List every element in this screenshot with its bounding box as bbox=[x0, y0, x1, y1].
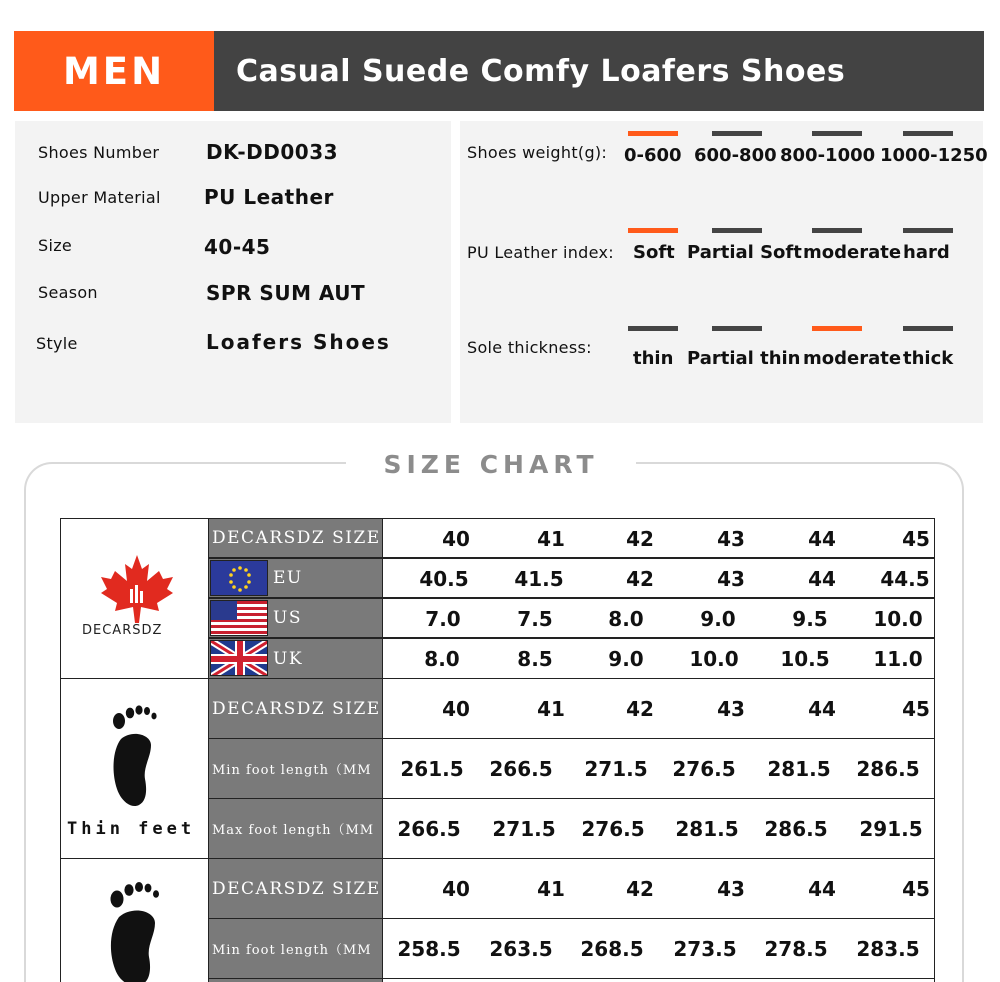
thin-max-length-label: Max foot length（MM bbox=[208, 798, 384, 859]
rating-bar-sole-0 bbox=[628, 326, 678, 331]
thin-max-cell: 276.5 bbox=[581, 817, 645, 841]
uk-label: UK bbox=[208, 638, 384, 679]
size-header-label: DECARSDZ SIZE bbox=[208, 518, 384, 558]
thin-min-cell: 281.5 bbox=[767, 757, 831, 781]
spec-panel bbox=[15, 121, 451, 423]
wide-size-cell: 42 bbox=[626, 877, 654, 901]
wide-size-cell: 43 bbox=[717, 877, 745, 901]
rating-option-sole-0: thin bbox=[633, 348, 674, 369]
eu-label: EU bbox=[208, 558, 384, 598]
wide-min-cell: 278.5 bbox=[764, 937, 828, 961]
thin-max-cell: 266.5 bbox=[397, 817, 461, 841]
eu-size-cell: 44 bbox=[808, 567, 836, 591]
rating-option-weight-3: 1000-1250 bbox=[880, 145, 988, 166]
footprint-icon bbox=[105, 877, 167, 982]
us-size-cell: 8.0 bbox=[608, 607, 644, 631]
uk-size-cell: 10.5 bbox=[780, 647, 830, 671]
thin-size-cell: 40 bbox=[442, 697, 470, 721]
wide-size-cell: 40 bbox=[442, 877, 470, 901]
uk-size-cell: 10.0 bbox=[689, 647, 739, 671]
thin-min-cell: 266.5 bbox=[489, 757, 553, 781]
spec-value-upper-material: PU Leather bbox=[204, 185, 334, 209]
size-header-cell: 42 bbox=[626, 527, 654, 551]
uk-flag-icon bbox=[210, 640, 268, 676]
rating-bar-sole-1 bbox=[712, 326, 762, 331]
uk-size-cell: 8.0 bbox=[424, 647, 460, 671]
wide-min-cell: 263.5 bbox=[489, 937, 553, 961]
thin-min-length-label: Min foot length（MM bbox=[208, 738, 384, 799]
us-size-cell: 7.5 bbox=[517, 607, 553, 631]
thin-size-cell: 44 bbox=[808, 697, 836, 721]
us-label: US bbox=[208, 598, 384, 638]
thin-max-cell: 281.5 bbox=[675, 817, 739, 841]
thin-size-header-label: DECARSDZ SIZE bbox=[208, 678, 384, 739]
thin-size-cell: 41 bbox=[537, 697, 565, 721]
spec-label-size: Size bbox=[38, 236, 73, 255]
rating-bar-leather-0 bbox=[628, 228, 678, 233]
spec-value-season: SPR SUM AUT bbox=[206, 281, 366, 305]
rating-bar-sole-3 bbox=[903, 326, 953, 331]
thin-min-cell: 276.5 bbox=[672, 757, 736, 781]
wide-min-cell: 258.5 bbox=[397, 937, 461, 961]
eu-size-cell: 41.5 bbox=[514, 567, 564, 591]
rating-option-sole-3: thick bbox=[903, 348, 954, 369]
size-header-cell: 43 bbox=[717, 527, 745, 551]
thin-max-cell: 286.5 bbox=[764, 817, 828, 841]
uk-size-cell: 8.5 bbox=[517, 647, 553, 671]
wide-next-row bbox=[382, 978, 935, 982]
uk-size-cell: 11.0 bbox=[873, 647, 923, 671]
wide-min-cell: 273.5 bbox=[673, 937, 737, 961]
rating-option-leather-0: Soft bbox=[633, 242, 675, 263]
rating-option-sole-2: moderate bbox=[803, 348, 902, 369]
spec-label-style: Style bbox=[36, 334, 78, 353]
thin-min-cell: 261.5 bbox=[400, 757, 464, 781]
rating-panel bbox=[460, 121, 988, 423]
wide-min-cell: 283.5 bbox=[856, 937, 920, 961]
thin-size-cell: 43 bbox=[717, 697, 745, 721]
eu-size-cell: 40.5 bbox=[419, 567, 469, 591]
rating-bar-leather-3 bbox=[903, 228, 953, 233]
rating-option-leather-1: Partial Soft bbox=[687, 242, 802, 263]
rating-bar-weight-0 bbox=[628, 131, 678, 136]
spec-label-upper-material: Upper Material bbox=[38, 188, 161, 207]
size-header-cell: 45 bbox=[902, 527, 930, 551]
rating-label-weight: Shoes weight(g): bbox=[467, 143, 608, 162]
thin-min-cell: 286.5 bbox=[856, 757, 920, 781]
size-header-cell: 41 bbox=[537, 527, 565, 551]
wide-size-header-label: DECARSDZ SIZE bbox=[208, 858, 384, 919]
thin-max-cell: 271.5 bbox=[492, 817, 556, 841]
eu-size-cell: 44.5 bbox=[880, 567, 930, 591]
thin-min-cell: 271.5 bbox=[584, 757, 648, 781]
rating-bar-weight-2 bbox=[812, 131, 862, 136]
us-size-cell: 9.5 bbox=[792, 607, 828, 631]
size-header-cell: 44 bbox=[808, 527, 836, 551]
rating-option-leather-2: moderate bbox=[803, 242, 902, 263]
wide-feet-cell bbox=[60, 858, 210, 982]
size-chart-title: SIZE CHART bbox=[383, 449, 599, 479]
rating-option-sole-1: Partial thin bbox=[687, 348, 801, 369]
wide-next-label bbox=[208, 978, 384, 982]
spec-label-shoes-number: Shoes Number bbox=[38, 143, 160, 162]
size-header-cell: 40 bbox=[442, 527, 470, 551]
footprint-icon bbox=[105, 701, 165, 811]
us-size-cell: 7.0 bbox=[425, 607, 461, 631]
thin-max-cell: 291.5 bbox=[859, 817, 923, 841]
brand-name: DECARSDZ bbox=[82, 623, 163, 638]
wide-size-cell: 45 bbox=[902, 877, 930, 901]
rating-bar-sole-2 bbox=[812, 326, 862, 331]
wide-size-cell: 44 bbox=[808, 877, 836, 901]
wide-size-cell: 41 bbox=[537, 877, 565, 901]
rating-bar-leather-2 bbox=[812, 228, 862, 233]
eu-size-cell: 43 bbox=[717, 567, 745, 591]
eu-flag-icon bbox=[210, 560, 268, 596]
spec-value-style: Loafers Shoes bbox=[206, 330, 391, 354]
product-title: Casual Suede Comfy Loafers Shoes bbox=[214, 31, 984, 111]
uk-size-cell: 9.0 bbox=[608, 647, 644, 671]
eu-size-cell: 42 bbox=[626, 567, 654, 591]
thin-size-cell: 45 bbox=[902, 697, 930, 721]
spec-label-season: Season bbox=[38, 283, 98, 302]
rating-label-leather: PU Leather index: bbox=[467, 243, 614, 262]
wide-min-cell: 268.5 bbox=[580, 937, 644, 961]
rating-bar-weight-3 bbox=[903, 131, 953, 136]
thin-feet-caption: Thin feet bbox=[67, 819, 196, 839]
rating-option-weight-0: 0-600 bbox=[624, 145, 682, 166]
rating-bar-leather-1 bbox=[712, 228, 762, 233]
wide-min-length-label: Min foot length（MM bbox=[208, 918, 384, 979]
spec-value-size: 40-45 bbox=[204, 235, 271, 259]
brand-logo-cell bbox=[60, 518, 210, 679]
rating-bar-weight-1 bbox=[712, 131, 762, 136]
us-size-cell: 10.0 bbox=[873, 607, 923, 631]
rating-label-sole: Sole thickness: bbox=[467, 338, 592, 357]
gender-badge: MEN bbox=[14, 31, 214, 111]
maple-leaf-logo-icon bbox=[97, 553, 177, 623]
us-flag-icon bbox=[210, 600, 268, 636]
rating-option-weight-1: 600-800 bbox=[694, 145, 777, 166]
rating-option-leather-3: hard bbox=[903, 242, 950, 263]
us-size-cell: 9.0 bbox=[700, 607, 736, 631]
thin-size-cell: 42 bbox=[626, 697, 654, 721]
spec-value-shoes-number: DK-DD0033 bbox=[206, 140, 339, 164]
thin-feet-cell bbox=[60, 678, 210, 859]
rating-option-weight-2: 800-1000 bbox=[780, 145, 876, 166]
header-banner bbox=[14, 31, 984, 111]
